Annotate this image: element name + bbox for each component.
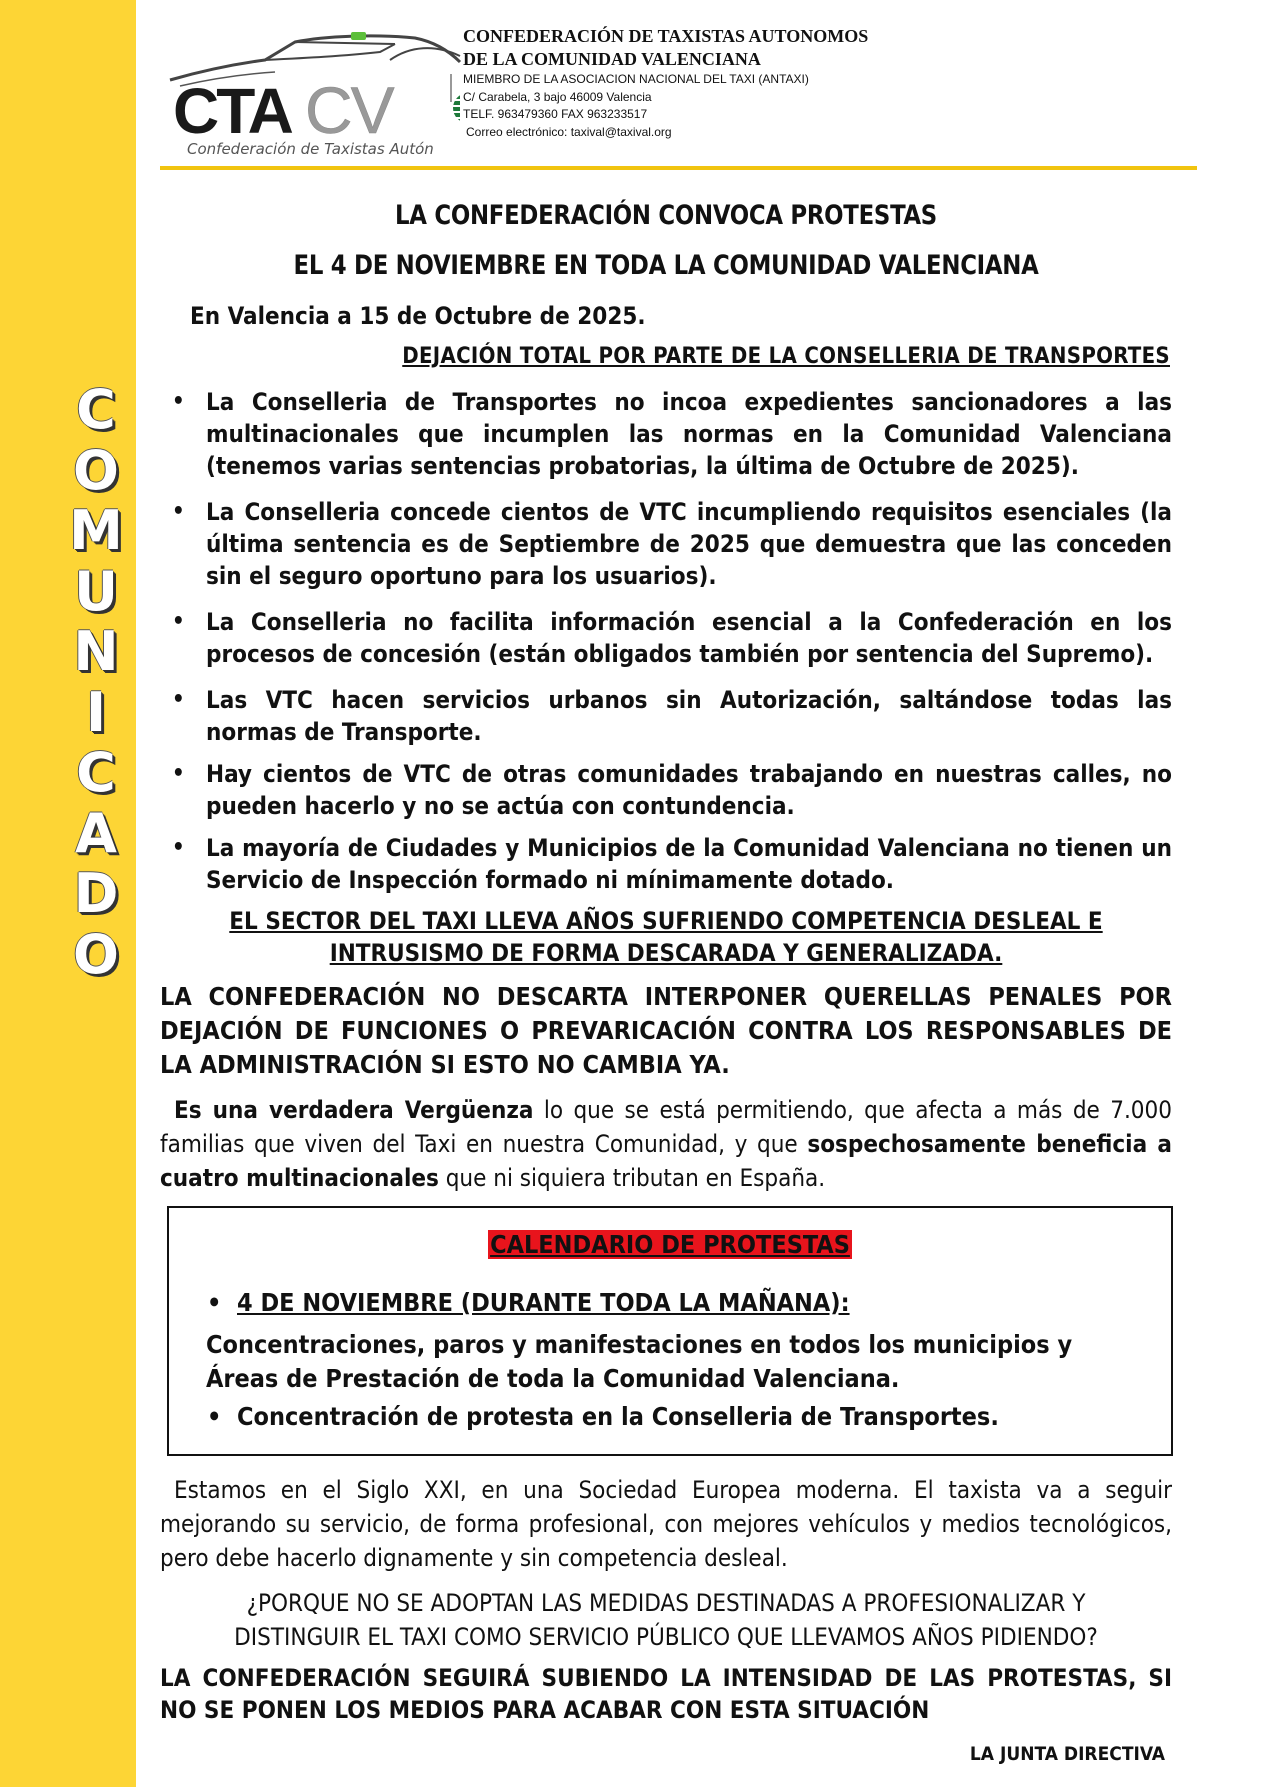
closing-statement: LA CONFEDERACIÓN SEGUIRÁ SUBIENDO LA INTENSIDAD DE LAS PROTESTAS, SI NO SE PONEN LOS MEDIOS PARA ACABAR CON ESTA SITUACIÓN <box>160 1664 1172 1724</box>
calendar-item-2-text: Concentración de protesta en la Conselleria de Transportes. <box>237 1402 999 1431</box>
calendar-title <box>169 1230 1171 1259</box>
logo-cta-text: CTA <box>173 75 291 147</box>
org-email: Correo electrónico: taxival@taxival.org <box>466 124 672 139</box>
bullet-icon: • <box>172 761 185 786</box>
list-item <box>160 758 1172 822</box>
list-item <box>160 684 1172 748</box>
calendar-title-text: CALENDARIO DE PROTESTAS <box>490 1230 850 1259</box>
list-item <box>160 606 1172 670</box>
siglo-paragraph: Estamos en el Siglo XXI, en una Sociedad Europea moderna. El taxista va a seguir mejorando su servicio, de forma profesional, con mejores vehículos y medios tecnológicos, pero debe hacerlo dignamente y sin competencia desleal. <box>160 1476 1172 1572</box>
bullet-icon: • <box>172 499 185 524</box>
org-name-line1: CONFEDERACIÓN DE TAXISTAS AUTONOMOS <box>463 26 869 46</box>
organization-info <box>463 25 868 141</box>
bullet-icon: • <box>207 1288 222 1317</box>
verguenza-paragraph <box>160 1093 1172 1195</box>
querellas-statement: LA CONFEDERACIÓN NO DESCARTA INTERPONER QUERELLAS PENALES POR DEJACIÓN DE FUNCIONES O PREVARICACIÓN CONTRA LOS RESPONSABLES DE LA ADMINISTRACIÓN SI ESTO NO CAMBIA YA. <box>160 982 1172 1079</box>
org-address: C/ Carabela, 3 bajo 46009 Valencia <box>463 89 652 104</box>
org-phone-fax: TELF. 963479360 FAX 963233517 <box>463 107 648 121</box>
protest-calendar-box <box>167 1206 1173 1456</box>
vertical-letter: N <box>73 620 119 683</box>
header-divider <box>160 166 1197 170</box>
verguenza-bold-2: sospechosamente beneficia a cuatro multinacionales <box>160 1130 1173 1192</box>
yellow-sidebar <box>0 0 136 1787</box>
org-membership: MIEMBRO DE LA ASOCIACION NACIONAL DEL TAXI (ANTAXI) <box>463 72 809 86</box>
bullet-icon: • <box>172 609 185 634</box>
vertical-letter: C <box>76 378 116 441</box>
vertical-letter: O <box>73 922 119 986</box>
signature: LA JUNTA DIRECTIVA <box>969 1743 1165 1765</box>
bullet-icon: • <box>207 1402 222 1431</box>
vertical-letter: I <box>85 680 107 744</box>
list-item-text: Las VTC hacen servicios urbanos sin Autorización, saltándose todas las normas de Transporte. <box>206 686 1172 746</box>
org-name-line2: DE LA COMUNIDAD VALENCIANA <box>463 49 761 69</box>
vertical-letter: M <box>69 499 123 562</box>
calendar-date-text: 4 DE NOVIEMBRE (DURANTE TODA LA MAÑANA): <box>237 1288 850 1317</box>
vertical-letter: U <box>74 559 118 623</box>
calendar-description: Concentraciones, paros y manifestaciones en todos los municipios y Áreas de Prestación de toda la Comunidad Valenciana. <box>206 1330 1073 1393</box>
section-subhead: DEJACIÓN TOTAL POR PARTE DE LA CONSELLERIA DE TRANSPORTES <box>402 344 1170 369</box>
list-item-text: La Conselleria concede cientos de VTC incumpliendo requisitos esenciales (la última sentencia es de Septiembre de 2025 que demuestra que las conceden sin el seguro oportuno para los usuarios). <box>206 498 1172 590</box>
sector-statement-line2: INTRUSISMO DE FORMA DESCARADA Y GENERALIZADA. <box>329 939 1003 967</box>
list-item <box>160 496 1172 592</box>
grievances-list <box>160 386 1172 908</box>
list-item <box>160 386 1172 482</box>
logo-cv-text: CV <box>305 73 393 147</box>
question-line2: DISTINGUIR EL TAXI COMO SERVICIO PÚBLICO QUE LLEVAMOS AÑOS PIDIENDO? <box>234 1623 1098 1651</box>
main-title-line2: EL 4 DE NOVIEMBRE EN TODA LA COMUNIDAD VALENCIANA <box>293 250 1039 281</box>
logo-subtitle: Confederación de Taxistas Autón <box>187 140 434 158</box>
list-item-text: La Conselleria de Transportes no incoa expedientes sancionadores a las multinacionales que incumplen las normas en la Comunidad Valenciana (tenemos varias sentencias probatorias, la última de Octubre de 2025). <box>206 388 1172 480</box>
list-item <box>160 832 1172 896</box>
vertical-letter: C <box>76 741 116 804</box>
bullet-icon: • <box>172 687 185 712</box>
list-item-text: La mayoría de Ciudades y Municipios de la Comunidad Valenciana no tienen un Servicio de Inspección formado ni mínimamente dotado. <box>206 834 1172 894</box>
bullet-icon: • <box>172 389 185 414</box>
verguenza-bold-1: Es una verdadera Vergüenza <box>174 1096 534 1124</box>
list-item-text: Hay cientos de VTC de otras comunidades trabajando en nuestras calles, no pueden hacerlo y no se actúa con contundencia. <box>206 760 1172 820</box>
comunicado-vertical-title <box>66 380 126 985</box>
taxi-roof-light-icon <box>351 32 366 40</box>
list-item-text: La Conselleria no facilita información esencial a la Confederación en los procesos de concesión (están obligados también por sentencia del Supremo). <box>206 608 1172 668</box>
vertical-letter: A <box>75 801 117 865</box>
calendar-item-2 <box>207 1402 999 1431</box>
bullet-icon: • <box>172 835 185 860</box>
sector-statement-line1: EL SECTOR DEL TAXI LLEVA AÑOS SUFRIENDO COMPETENCIA DESLEAL E <box>229 907 1103 935</box>
calendar-date-item <box>207 1288 850 1317</box>
globe-emblem-icon <box>450 88 460 128</box>
vertical-letter: O <box>73 438 119 502</box>
verguenza-text-1: lo que se está permitiendo, que afecta a más de 7.000 familias que viven del Taxi en nuestra Comunidad, y que <box>160 1096 1172 1158</box>
document-date: En Valencia a 15 de Octubre de 2025. <box>190 302 646 330</box>
question-line1: ¿PORQUE NO SE ADOPTAN LAS MEDIDAS DESTINADAS A PROFESIONALIZAR Y <box>246 1589 1086 1617</box>
verguenza-text-2: que ni siquiera tributan en España. <box>438 1164 826 1192</box>
ctacv-logo <box>165 22 455 162</box>
vertical-letter: D <box>73 862 119 925</box>
main-title-line1: LA CONFEDERACIÓN CONVOCA PROTESTAS <box>395 200 937 231</box>
